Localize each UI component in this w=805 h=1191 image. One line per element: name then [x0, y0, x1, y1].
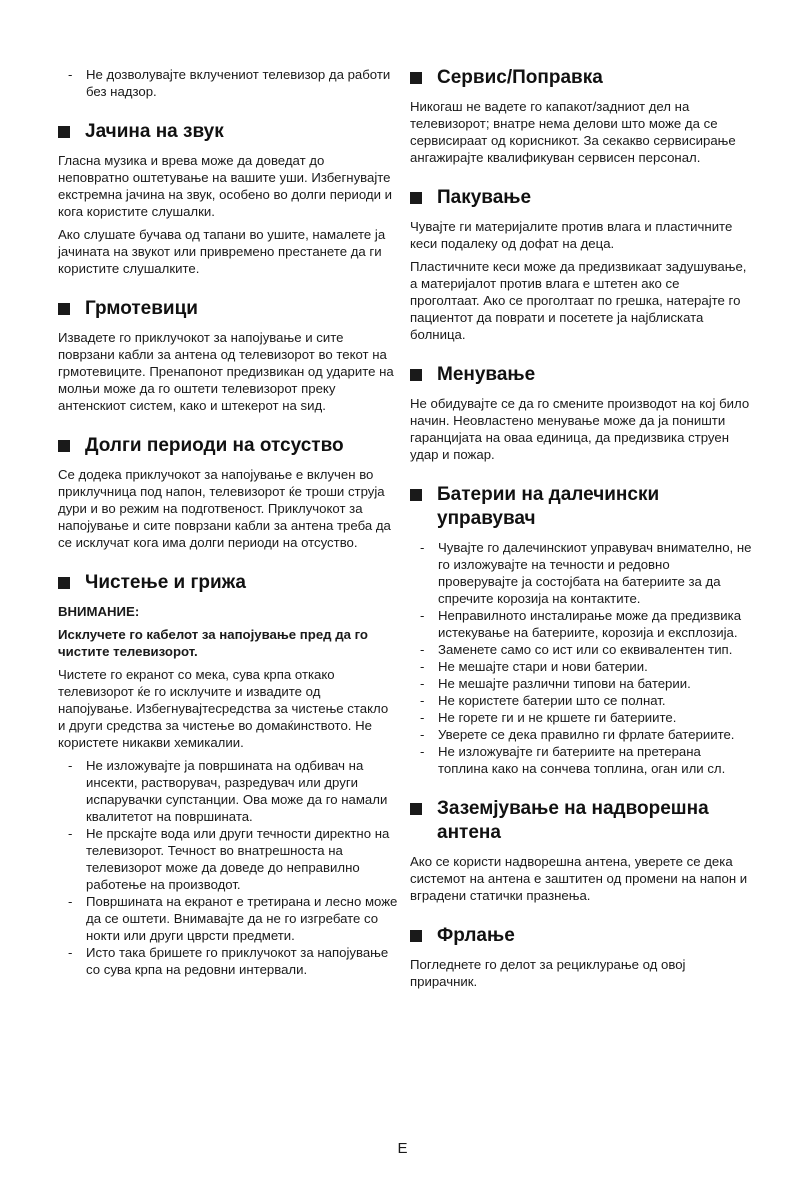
paragraph: Погледнете го делот за рециклурање од овој прирачник.: [410, 957, 686, 989]
section-title: Фрлање: [437, 925, 515, 946]
list-item: - Уверете се дека правилно ги фрлате батериите.: [410, 726, 752, 743]
section-heading-service: [410, 66, 752, 90]
section-title: Чистење и грижа: [85, 572, 246, 593]
section-heading-storms: [58, 297, 398, 321]
list-item: - Не дозволувајте вклучениот телевизор да работи без надзор.: [58, 66, 398, 100]
square-bullet-icon: [58, 577, 70, 589]
list-item: - Неправилното инсталирање може да предизвика истекување на батериите, корозија и експлозија.: [410, 607, 752, 641]
square-bullet-icon: [410, 72, 422, 84]
paragraph: Пластичните кеси може да предизвикаат задушување, а материјалот против влага е штетен ако се проголтаат. Ако се проголтаат по грешка, натерајте го пациентот да поврати и посетете ја најблиската болница.: [410, 259, 747, 342]
left-column: [58, 66, 398, 984]
section-title: Грмотевици: [85, 298, 198, 319]
section-heading-volume: [58, 120, 398, 144]
list-item: - Исто така бришете го приклучокот за напојување со сува крпа на редовни интервали.: [58, 944, 398, 978]
section-title: Јачина на звук: [85, 121, 224, 142]
list-item: - Не прскајте вода или други течности директно на телевизорот. Течност во внатрешноста на телевизорот може да доведе до неправилно работење на производот.: [58, 825, 398, 893]
square-bullet-icon: [410, 489, 422, 501]
section-heading-disposal: [410, 924, 752, 948]
paragraph: Гласна музика и врева може да доведат до неповратно оштетување на вашите уши. Избегнувајте екстремна јачина на звук, особено во долги периоди и кога користите слушалки.: [58, 153, 393, 219]
square-bullet-icon: [58, 440, 70, 452]
list-item: - Заменете само со ист или со еквивалентен тип.: [410, 641, 752, 658]
section-title: Пакување: [437, 187, 532, 208]
intro-bullet-list: [58, 66, 398, 100]
warning-label: ВНИМАНИЕ:: [58, 604, 140, 619]
section-title: Заземјување на надворешна антена: [437, 798, 709, 843]
square-bullet-icon: [410, 930, 422, 942]
square-bullet-icon: [410, 192, 422, 204]
square-bullet-icon: [58, 126, 70, 138]
section-heading-grounding: [410, 797, 752, 845]
list-item: - Не користете батерии што се полнат.: [410, 692, 752, 709]
section-title: Долги периоди на отсуство: [85, 435, 344, 456]
list-item: - Не изложувајте ја површината на одбивач на инсекти, растворувач, разредувач или други испарувачки супстанции. Ова може да го намали квалитетот на површината.: [58, 757, 398, 825]
section-heading-batteries: [410, 483, 752, 531]
section-heading-absence: [58, 434, 398, 458]
paragraph: Се додека приклучокот за напојување е вклучен во приклучница под напон, телевизорот ќе троши струја дури и во режим на подготвеност. Приклучокот за напојување и сите поврзани кабли за антена треба да се исклучат кога има долги периоди на отсуство.: [58, 467, 391, 550]
paragraph: Чувајте ги материјалите против влага и пластичните кеси подалеку од дофат на деца.: [410, 219, 733, 251]
section-title: Сервис/Поправка: [437, 67, 603, 88]
list-item: - Чувајте го далечинскиот управувач внимателно, не го изложувајте на течности и редовно проверувајте ја состојбата на батериите за да спречите корозија на контактите.: [410, 539, 752, 607]
square-bullet-icon: [410, 369, 422, 381]
square-bullet-icon: [410, 803, 422, 815]
warning-text: Исклучете го кабелот за напојување пред да го чистите телевизорот.: [58, 627, 368, 659]
paragraph: Извадете го приклучокот за напојување и сите поврзани кабли за антена од телевизорот во текот на грмотевиците. Пренапонот предизвикан од ударите на молњи може да го оштети телевизорот преку антенскиот систем, како и штекерот на ѕид.: [58, 330, 394, 413]
paragraph: Никогаш не вадете го капакот/задниот дел на телевизорот; внатре нема делови што може да се сервисираат од корисникот. За секакво сервисирање ангажирајте квалификуван сервисен персонал.: [410, 99, 736, 165]
batteries-bullet-list: [410, 539, 752, 777]
paragraph: Ако се користи надворешна антена, уверете се дека системот на антена е заштитен од промени на напон и вградени статички празнења.: [410, 854, 748, 903]
paragraph: Чистете го екранот со мека, сува крпа откако телевизорот ќе го исклучите и извадите од напојување. Избегнувајтесредства за чистење стакло и други средства за чистење во домаќинството. Не користете никакви хемикалии.: [58, 667, 389, 750]
paragraph: Ако слушате бучава од тапани во ушите, намалете ја јачината на звукот или привремено престанете да ги користите слушалките.: [58, 227, 386, 276]
list-item: - Не горете ги и не кршете ги батериите.: [410, 709, 752, 726]
page-letter: E: [397, 1140, 408, 1157]
section-title: Менување: [437, 364, 536, 385]
list-item: - Не мешајте различни типови на батерии.: [410, 675, 752, 692]
cleaning-bullet-list: [58, 757, 398, 978]
list-item: - Не изложувајте ги батериите на претерана топлина како на сончева топлина, оган или сл.: [410, 743, 752, 777]
list-item: - Површината на екранот е третирана и лесно може да се оштети. Внимавајте да не го изгребате со нокти или други цврсти предмети.: [58, 893, 398, 944]
section-heading-packaging: [410, 186, 752, 210]
section-heading-cleaning: [58, 571, 398, 595]
section-title: Батерии на далечински управувач: [437, 484, 660, 529]
section-heading-modification: [410, 363, 752, 387]
list-item: - Не мешајте стари и нови батерии.: [410, 658, 752, 675]
square-bullet-icon: [58, 303, 70, 315]
paragraph: Не обидувајте се да го смените производот на кој било начин. Неовластено менување може да ја поништи гаранцијата на оваа единица, да предизвика струен удар и пожар.: [410, 396, 750, 462]
right-column: [410, 66, 752, 996]
